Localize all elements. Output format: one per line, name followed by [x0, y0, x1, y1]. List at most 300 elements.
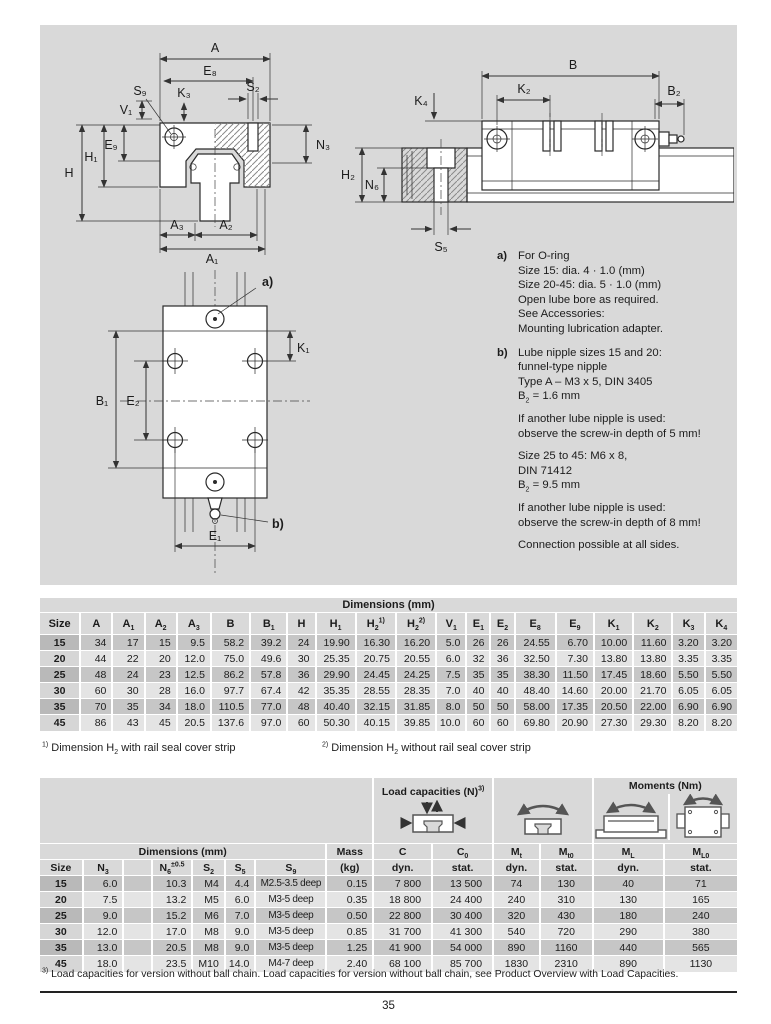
- cell: 6.90: [705, 699, 737, 715]
- note-paragraph: [518, 346, 701, 404]
- cell: 9.0: [225, 940, 255, 956]
- table-row: [40, 924, 737, 940]
- cell: 30 400: [432, 908, 493, 924]
- cell: 130: [593, 892, 664, 908]
- note-paragraph: [518, 449, 701, 493]
- cell: $E_8$: [515, 613, 556, 635]
- note-line: DIN 71412: [518, 464, 573, 477]
- cell: 86: [80, 715, 112, 731]
- cell: $V_1$: [436, 613, 466, 635]
- cell: 4.4: [225, 876, 255, 892]
- table-row: [40, 699, 737, 715]
- cell: $A_3$: [177, 613, 211, 635]
- cell: 11.60: [633, 635, 672, 651]
- cell: 5.0: [436, 635, 466, 651]
- cell: 6.70: [556, 635, 594, 651]
- cell: 13.80: [633, 651, 672, 667]
- cell: 44: [80, 651, 112, 667]
- table-row: [40, 908, 737, 924]
- table-row: [40, 715, 737, 731]
- cell: 20.90: [556, 715, 594, 731]
- moments-title: Moments (Nm): [628, 780, 702, 792]
- cell: 25: [40, 667, 80, 683]
- dim-label-e2: E₂: [126, 394, 140, 408]
- cell: 36: [490, 651, 514, 667]
- cell: 35.35: [316, 683, 356, 699]
- cell: 7.5: [83, 892, 124, 908]
- dim-label-k3: K₃: [177, 86, 191, 100]
- cell: 137.6: [211, 715, 250, 731]
- cell: 290: [593, 924, 664, 940]
- cell: $N_3$: [83, 860, 124, 876]
- cell: 7.0: [225, 908, 255, 924]
- table2-group-header-row: [40, 844, 737, 860]
- cell: 21.70: [633, 683, 672, 699]
- cell: 17.45: [594, 667, 633, 683]
- cell: 130: [540, 876, 593, 892]
- longitudinal-moment-top-view-icon: [671, 794, 735, 840]
- cell: $N_6^{\pm 0.5}$: [152, 860, 193, 876]
- cell: 58.00: [515, 699, 556, 715]
- cell: 7.30: [556, 651, 594, 667]
- note-line: Size 25 to 45: M6 x 8,: [518, 450, 628, 463]
- cell: 40: [593, 876, 664, 892]
- cell: 50: [490, 699, 514, 715]
- cell: 0.35: [326, 892, 373, 908]
- cell: 35: [40, 699, 80, 715]
- cell: 23: [145, 667, 177, 683]
- cell: 12.0: [177, 651, 211, 667]
- note-a-body: [518, 249, 663, 337]
- cell: 38.30: [515, 667, 556, 683]
- table-row: [40, 651, 737, 667]
- cell: 9.0: [225, 924, 255, 940]
- cell: 20: [40, 651, 80, 667]
- note-line: Size 20-45: dia. 5 · 1.0 (mm): [518, 279, 662, 292]
- cell: $M_{L0}$: [664, 844, 737, 860]
- cell: 22 800: [373, 908, 432, 924]
- cell: 3.20: [672, 635, 704, 651]
- cell: 15.2: [152, 908, 193, 924]
- drawings-panel: [40, 25, 737, 585]
- cell: 6.90: [672, 699, 704, 715]
- cell: 71: [664, 876, 737, 892]
- cell: 97.0: [250, 715, 287, 731]
- cell: $B_1$: [250, 613, 287, 635]
- cell: 49.6: [250, 651, 287, 667]
- cell: 2.40: [326, 956, 373, 972]
- cell: 7.0: [436, 683, 466, 699]
- cell: 16.20: [396, 635, 436, 651]
- cell: 77.0: [250, 699, 287, 715]
- cell: 11.50: [556, 667, 594, 683]
- bottom-rule: [40, 991, 737, 993]
- cell: 1.25: [326, 940, 373, 956]
- cell: 180: [593, 908, 664, 924]
- cell: 6.0: [83, 876, 124, 892]
- cell: 18.0: [83, 956, 124, 972]
- moments-icons: [594, 794, 737, 840]
- cell: 60: [287, 715, 315, 731]
- cell: 20.50: [594, 699, 633, 715]
- cell: [123, 892, 151, 908]
- cell: 39.85: [396, 715, 436, 731]
- cell: 10.3: [152, 876, 193, 892]
- cell: 17.0: [152, 924, 193, 940]
- cell: 720: [540, 924, 593, 940]
- cell: 18.0: [177, 699, 211, 715]
- cell: M8: [192, 924, 225, 940]
- cell: 30: [287, 651, 315, 667]
- dim-label-k2: K₂: [517, 82, 531, 96]
- cell: 35: [490, 667, 514, 683]
- cell: 24.25: [396, 667, 436, 683]
- cell: 48: [287, 699, 315, 715]
- dim-label-s9: S₉: [133, 84, 147, 98]
- cell: 16.30: [356, 635, 396, 651]
- cell: 42: [287, 683, 315, 699]
- cell: 45: [40, 715, 80, 731]
- cell: [123, 940, 151, 956]
- note-paragraph: [518, 501, 701, 530]
- cell: 30: [112, 683, 144, 699]
- cell: 240: [664, 908, 737, 924]
- cell: 39.2: [250, 635, 287, 651]
- cell: $S_9$: [255, 860, 326, 876]
- side-view-drawing: [337, 43, 734, 258]
- front-view-drawing: [60, 33, 370, 265]
- cell: $S_2$: [192, 860, 225, 876]
- cell: 74: [493, 876, 540, 892]
- cell: 240: [493, 892, 540, 908]
- dim-label-a3: A₃: [170, 218, 184, 232]
- cell: $K_2$: [633, 613, 672, 635]
- cell: 28.35: [396, 683, 436, 699]
- footnote-3: $^{3)}$ Load capacities for version without ball chain. Load capacities for version without ball chain, see Product Overview with Load Capacities.: [42, 967, 679, 980]
- table-row: [40, 667, 737, 683]
- note-b: [497, 346, 735, 561]
- cell: 34: [80, 635, 112, 651]
- cell: H: [287, 613, 315, 635]
- dim-label-k4: K₄: [414, 94, 428, 108]
- cell: 58.2: [211, 635, 250, 651]
- cell: 17: [112, 635, 144, 651]
- cell: 1160: [540, 940, 593, 956]
- torque-arrows-icon: [511, 798, 575, 840]
- cell: 32.50: [515, 651, 556, 667]
- cell: stat.: [540, 860, 593, 876]
- cell: 1130: [664, 956, 737, 972]
- cell: 7 800: [373, 876, 432, 892]
- cell: M10: [192, 956, 225, 972]
- footnote-1: $^{1)}$ Dimension $H_2$ with rail seal cover strip: [42, 741, 236, 757]
- load-capacities-table: [40, 777, 737, 972]
- cell: $H_1$: [316, 613, 356, 635]
- cell: 68 100: [373, 956, 432, 972]
- dim-label-s2: S₂: [246, 80, 260, 94]
- cell: 15: [145, 635, 177, 651]
- dim-label-a2: A₂: [219, 218, 233, 232]
- dim-label-b2: B₂: [667, 84, 681, 98]
- cell: $E_9$: [556, 613, 594, 635]
- table-row: [40, 635, 737, 651]
- table-row: [40, 876, 737, 892]
- cell: 5.50: [705, 667, 737, 683]
- cell: 36: [287, 667, 315, 683]
- note-line: Open lube bore as required.: [518, 293, 659, 306]
- dim-label-e1: E₁: [208, 529, 222, 543]
- dim-label-h1: H₁: [84, 150, 98, 164]
- note-line: $B_2 = 9.5$ mm: [518, 479, 580, 494]
- cell: 28.55: [356, 683, 396, 699]
- note-line: observe the screw-in depth of 8 mm!: [518, 516, 701, 529]
- cell: M3-5 deep: [255, 924, 326, 940]
- cell: 14.60: [556, 683, 594, 699]
- cell: 40: [490, 683, 514, 699]
- cell: 48: [80, 667, 112, 683]
- cell: 50.30: [316, 715, 356, 731]
- cell: $A_2$: [145, 613, 177, 635]
- note-line: See Accessories:: [518, 308, 605, 321]
- note-b-marker: b): [497, 346, 508, 359]
- cell: 25: [40, 908, 83, 924]
- table-row: [40, 892, 737, 908]
- footnote-2: $^{2)}$ Dimension $H_2$ without rail seal cover strip: [322, 741, 531, 757]
- cell: M5: [192, 892, 225, 908]
- callout-b: b): [272, 517, 284, 531]
- cell: 6.05: [672, 683, 704, 699]
- dim-label-b: B: [568, 58, 578, 72]
- cell: 24.45: [356, 667, 396, 683]
- cell: 48.40: [515, 683, 556, 699]
- dim-label-b1: B₁: [95, 394, 109, 408]
- cell: C: [373, 844, 432, 860]
- cell: 165: [664, 892, 737, 908]
- note-b-body: [518, 346, 701, 561]
- cell: stat.: [664, 860, 737, 876]
- load-capacities-group: [373, 778, 493, 844]
- cell: Dimensions (mm): [40, 598, 737, 613]
- cell: 60: [466, 715, 490, 731]
- cell: 31 700: [373, 924, 432, 940]
- cell: 6.0: [436, 651, 466, 667]
- cell: 13.0: [83, 940, 124, 956]
- cell: 45: [145, 715, 177, 731]
- cell: 12.0: [83, 924, 124, 940]
- note-line: For O-ring: [518, 250, 570, 262]
- note-line: Mounting lubrication adapter.: [518, 322, 664, 335]
- dim-label-v1: V₁: [119, 103, 133, 117]
- cell: M8: [192, 940, 225, 956]
- cell: [123, 876, 151, 892]
- cell: $M_{t0}$: [540, 844, 593, 860]
- icons-row-blank: [40, 778, 373, 844]
- cell: 26: [490, 635, 514, 651]
- cell: $E_2$: [490, 613, 514, 635]
- cell: M3-5 deep: [255, 908, 326, 924]
- cell: 50: [466, 699, 490, 715]
- cell: 310: [540, 892, 593, 908]
- cell: 320: [493, 908, 540, 924]
- cell: 30: [40, 683, 80, 699]
- cell: M3-5 deep: [255, 940, 326, 956]
- cell: M6: [192, 908, 225, 924]
- cell: $K_3$: [672, 613, 704, 635]
- note-line: funnel-type nipple: [518, 361, 608, 374]
- cell: 28: [145, 683, 177, 699]
- cell: 1830: [493, 956, 540, 972]
- cell: 3.35: [672, 651, 704, 667]
- cell: 18.60: [633, 667, 672, 683]
- cell: $C_0$: [432, 844, 493, 860]
- cell: 13.80: [594, 651, 633, 667]
- cell: 6.0: [225, 892, 255, 908]
- dim-label-e9: E₉: [104, 138, 118, 152]
- cell: $E_1$: [466, 613, 490, 635]
- cell: dyn.: [593, 860, 664, 876]
- callout-a: a): [262, 275, 274, 289]
- cell: 35: [112, 699, 144, 715]
- cell: 40: [466, 683, 490, 699]
- dim-label-a: A: [210, 41, 220, 55]
- cell: 565: [664, 940, 737, 956]
- dim-label-a1: A₁: [205, 252, 219, 265]
- cell: 25.35: [316, 651, 356, 667]
- note-line: Size 15: dia. 4 · 1.0 (mm): [518, 264, 645, 277]
- cell: 20: [40, 892, 83, 908]
- cell: M4: [192, 876, 225, 892]
- note-line: Type A – M3 x 5, DIN 3405: [518, 375, 653, 388]
- cell: 110.5: [211, 699, 250, 715]
- cell: 20.75: [356, 651, 396, 667]
- cell: 27.30: [594, 715, 633, 731]
- cell: 67.4: [250, 683, 287, 699]
- cell: A: [80, 613, 112, 635]
- cell: [123, 924, 151, 940]
- cell: 85 700: [432, 956, 493, 972]
- cell: [123, 908, 151, 924]
- note-a-marker: a): [497, 250, 508, 262]
- note-line: If another lube nipple is used:: [518, 412, 666, 425]
- dim-label-h: H: [64, 166, 74, 180]
- cell: dyn.: [493, 860, 540, 876]
- cell: 22: [112, 651, 144, 667]
- cell: 10.00: [594, 635, 633, 651]
- cell: 20.00: [594, 683, 633, 699]
- cell: 57.8: [250, 667, 287, 683]
- cell: 32.15: [356, 699, 396, 715]
- cell: 380: [664, 924, 737, 940]
- cell: Size: [40, 613, 80, 635]
- cell: 430: [540, 908, 593, 924]
- cell: 70: [80, 699, 112, 715]
- cell: 26: [466, 635, 490, 651]
- cell: 17.35: [556, 699, 594, 715]
- cell: 45: [40, 956, 83, 972]
- cell: 3.20: [705, 635, 737, 651]
- cell: 60: [490, 715, 514, 731]
- cell: $M_t$: [493, 844, 540, 860]
- cell: M3-5 deep: [255, 892, 326, 908]
- cell: 22.00: [633, 699, 672, 715]
- cell: 8.0: [436, 699, 466, 715]
- cell: 29.30: [633, 715, 672, 731]
- table1-header-row: [40, 613, 737, 635]
- dim-label-e8: E₈: [203, 64, 217, 78]
- table2-icons-row: [40, 778, 737, 844]
- cell: 40.40: [316, 699, 356, 715]
- cell: 15: [40, 876, 83, 892]
- cell: 23.5: [152, 956, 193, 972]
- cell: 32: [466, 651, 490, 667]
- dim-label-s5: S₅: [434, 240, 448, 254]
- dim-label-n3: N₃: [316, 138, 331, 152]
- cell: 43: [112, 715, 144, 731]
- moment-ml-half: [594, 800, 668, 840]
- cell: 41 900: [373, 940, 432, 956]
- cell: $H_2^{2)}$: [396, 613, 436, 635]
- cell: 13.2: [152, 892, 193, 908]
- cell: 24: [287, 635, 315, 651]
- cell: 5.50: [672, 667, 704, 683]
- top-view-drawing: [90, 268, 390, 583]
- cell: 7.5: [436, 667, 466, 683]
- cell: 20.5: [152, 940, 193, 956]
- cell: 40.15: [356, 715, 396, 731]
- cell: 890: [493, 940, 540, 956]
- note-line: $B_2 = 1.6$ mm: [518, 390, 580, 405]
- cell: 540: [493, 924, 540, 940]
- cell: 6.05: [705, 683, 737, 699]
- cell: 30: [40, 924, 83, 940]
- cell: $H_2^{1)}$: [356, 613, 396, 635]
- notes: [497, 249, 735, 570]
- cell: $K_1$: [594, 613, 633, 635]
- cell: 34: [145, 699, 177, 715]
- cell: 35: [466, 667, 490, 683]
- torque-moment-group: [493, 778, 593, 844]
- cell: 15: [40, 635, 80, 651]
- dim-label-n6: N₆: [364, 178, 379, 192]
- cell: [123, 860, 151, 876]
- longitudinal-moment-side-view-icon: [594, 800, 668, 840]
- cell: 0.15: [326, 876, 373, 892]
- cell: 2310: [540, 956, 593, 972]
- cell: $A_1$: [112, 613, 144, 635]
- cell: 69.80: [515, 715, 556, 731]
- cell: 0.50: [326, 908, 373, 924]
- cell: B: [211, 613, 250, 635]
- table-row: [40, 683, 737, 699]
- cell: 16.0: [177, 683, 211, 699]
- cell: 890: [593, 956, 664, 972]
- cell: 440: [593, 940, 664, 956]
- dim-label-h2: H₂: [341, 168, 355, 182]
- cell: 19.90: [316, 635, 356, 651]
- cell: 0.85: [326, 924, 373, 940]
- cell: dyn.: [373, 860, 432, 876]
- cell: stat.: [432, 860, 493, 876]
- cell: $M_L$: [593, 844, 664, 860]
- table-row: [40, 940, 737, 956]
- cell: 97.7: [211, 683, 250, 699]
- note-line: If another lube nipple is used:: [518, 501, 666, 514]
- cell: 24: [112, 667, 144, 683]
- moments-group: [593, 778, 737, 844]
- note-paragraph: [518, 538, 701, 553]
- cell: 20.55: [396, 651, 436, 667]
- cell: 10.0: [436, 715, 466, 731]
